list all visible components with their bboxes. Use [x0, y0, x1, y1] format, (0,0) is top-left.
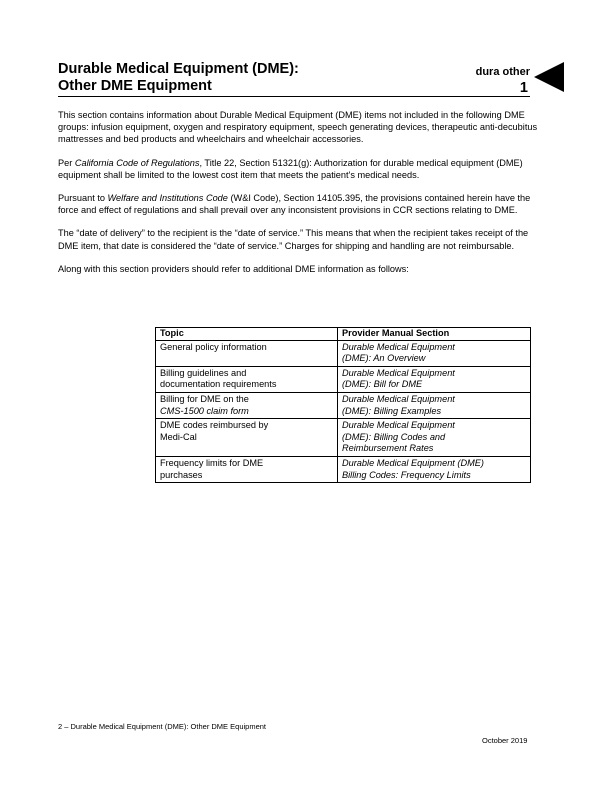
table-header-row [156, 328, 531, 341]
text-run: (W&I Code), Section 14105.395, the provisions contained herein have the force and effect of regulations and shall prevail over any inconsistent provisions in CCR sections relating to DME. [58, 193, 531, 216]
provider-section-cell [338, 392, 531, 418]
cell-line: (DME): Billing Codes and [342, 431, 446, 442]
footer-page-label: 2 – Durable Medical Equipment (DME): Other DME Equipment [58, 722, 267, 731]
italic-citation: California Code of Regulations [74, 157, 200, 168]
cell-line: (DME): Bill for DME [342, 379, 423, 390]
topic-cell [156, 366, 338, 392]
paragraph-date-of-service: The “date of delivery” to the recipient is the “date of service.” This means that when the recipient takes receipt of the DME item, that date is considered the “date of service.” Charges for shipping and handling are not reimbursable. [58, 228, 529, 251]
cell-line: documentation requirements [160, 379, 277, 390]
paragraph-wi-code [58, 192, 538, 216]
cell-line: (DME): Billing Examples [342, 405, 442, 416]
cell-line: Durable Medical Equipment [342, 420, 455, 431]
italic-citation: Welfare and Institutions Code [107, 193, 228, 204]
provider-section-cell [338, 456, 531, 482]
provider-section-cell [338, 366, 531, 392]
title-line-2: Other DME Equipment [58, 78, 212, 94]
cell-line: CMS-1500 claim form [160, 405, 249, 416]
topic-cell [156, 392, 338, 418]
cell-line: Durable Medical Equipment [342, 393, 455, 404]
reference-table [155, 327, 531, 483]
page-title [58, 61, 530, 97]
provider-section-cell [338, 419, 531, 457]
triangle-tab-icon [534, 62, 564, 92]
title-line-1: Durable Medical Equipment (DME): [58, 61, 299, 77]
text-run: Pursuant to [58, 193, 108, 204]
header-topic: Topic [156, 328, 338, 341]
table-row [156, 366, 531, 392]
cell-line: Durable Medical Equipment (DME) [342, 457, 484, 468]
text-run: , Title 22, Section 51321(g): Authorization for durable medical equipment (DME) equipment shall be limited to the lowest cost item that meets the patient's medical needs. [58, 157, 523, 180]
cell-line: Billing guidelines and [160, 367, 247, 378]
paragraph-references: Along with this section providers should refer to additional DME information as follows: [58, 263, 409, 274]
paragraph-intro: This section contains information about Durable Medical Equipment (DME) items not included in the following DME groups: infusion equipment, oxygen and respiratory equipment, speech generating devices, therapeutic anti-decubitus mattresses and bed products and wheelchairs and wheelchair accessories. [58, 110, 538, 145]
body-text [58, 109, 538, 286]
section-tab-number: 1 [519, 80, 528, 96]
section-tab-label: dura other [475, 66, 530, 78]
paragraph-ccr [58, 157, 538, 181]
cell-line: DME codes reimbursed by [160, 420, 269, 431]
cell-line: Billing for DME on the [160, 393, 249, 404]
cell-line: Durable Medical Equipment [342, 341, 455, 352]
table-row [156, 419, 531, 457]
text-run: Per [58, 157, 75, 168]
table-row [156, 392, 531, 418]
topic-cell [156, 419, 338, 457]
cell-line: purchases [160, 469, 203, 480]
topic-cell [156, 456, 338, 482]
cell-line: Medi-Cal [160, 431, 197, 442]
cell-line: Reimbursement Rates [342, 443, 434, 454]
table-row [156, 456, 531, 482]
cell-line: General policy information [160, 341, 267, 352]
cell-line: Billing Codes: Frequency Limits [342, 469, 471, 480]
provider-section-cell [338, 340, 531, 366]
table-row [156, 340, 531, 366]
header-provider-section: Provider Manual Section [338, 328, 531, 341]
topic-cell [156, 340, 338, 366]
cell-line: Frequency limits for DME [160, 457, 264, 468]
cell-line: (DME): An Overview [342, 353, 426, 364]
footer-date: October 2019 [482, 736, 528, 745]
cell-line: Durable Medical Equipment [342, 367, 455, 378]
